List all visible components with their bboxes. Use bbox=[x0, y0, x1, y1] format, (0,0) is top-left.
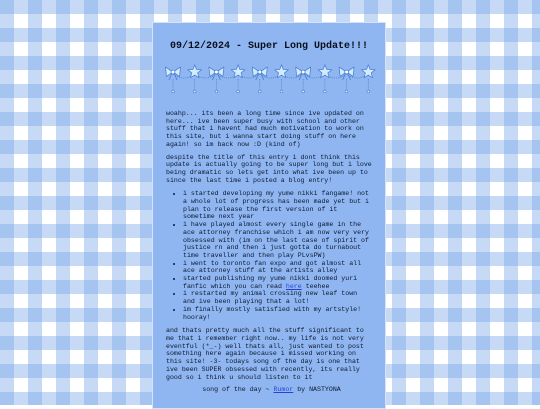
bow-icon bbox=[296, 67, 311, 80]
ribbon-bead bbox=[324, 90, 327, 93]
text-line: obsessed with (im on the last case of spirit of bbox=[183, 236, 369, 244]
bow-icon bbox=[339, 67, 354, 80]
text-line: hooray! bbox=[183, 313, 211, 321]
text-line: here... ive been super busy with school and other bbox=[166, 117, 360, 125]
text-line: and thats pretty much all the stuff significant to bbox=[166, 327, 364, 335]
star-icon bbox=[275, 65, 289, 78]
ribbon-bead bbox=[215, 90, 218, 93]
bow-icon bbox=[252, 67, 267, 80]
ribbon-divider bbox=[163, 60, 378, 94]
intro-paragraph bbox=[166, 110, 377, 149]
body-paragraph bbox=[166, 154, 377, 185]
text-line: woahp... its been a long time since ive updated on bbox=[166, 110, 364, 117]
update-list bbox=[166, 190, 377, 321]
text-line: and ive been playing that a lot! bbox=[183, 298, 310, 306]
text-line: good so i think u should listen to it bbox=[166, 373, 313, 381]
post-panel bbox=[152, 22, 386, 409]
post-title: 09/12/2024 - Super Long Update!!! bbox=[169, 41, 369, 52]
text-line: • i have played almost every single game in the bbox=[183, 221, 362, 229]
outro-paragraph bbox=[166, 327, 377, 381]
song-artist: by NASTYONA bbox=[293, 386, 341, 394]
text-line: • started publishing my yume nikki doomed yuri bbox=[183, 275, 358, 283]
ribbon-bead bbox=[367, 90, 370, 93]
text-line: update is actually going to be super long but i love bbox=[166, 161, 372, 169]
text-line: since the last time i posted a blog entry! bbox=[166, 176, 333, 184]
text-line: • i restarted my animal crossing new leaf town bbox=[183, 290, 358, 298]
text-segment: fanfic which you can read bbox=[183, 282, 286, 290]
bow-icon bbox=[166, 67, 181, 80]
update-item bbox=[183, 190, 377, 221]
update-item bbox=[183, 221, 377, 260]
text-line: again! so im back now :D (kind of) bbox=[166, 140, 301, 148]
ribbon-bead bbox=[237, 90, 240, 93]
post-content bbox=[153, 110, 385, 394]
song-prefix: song of the day ~ bbox=[202, 386, 274, 394]
text-line bbox=[183, 283, 377, 291]
text-line: plan to release the first version of it bbox=[183, 205, 338, 213]
ribbon-bead bbox=[280, 90, 283, 93]
update-item bbox=[183, 290, 377, 305]
text-line: • i went to toronto fan expo and got almost all bbox=[183, 259, 362, 267]
update-item bbox=[183, 306, 377, 321]
text-line: ive been SUPER obsessed with recently, its really bbox=[166, 365, 360, 373]
star-icon bbox=[188, 65, 202, 78]
star-icon bbox=[231, 65, 245, 78]
text-line: ace attorney stuff at the artists alley bbox=[183, 267, 338, 275]
text-line: • i started developing my yume nikki fangame! not bbox=[183, 190, 369, 198]
update-item bbox=[183, 275, 377, 290]
text-line: this site! -3- todays song of the day is one that bbox=[166, 358, 360, 366]
text-line: eventful (*_-) well thats all, just wanted to post bbox=[166, 342, 364, 350]
ribbon-bead bbox=[193, 90, 196, 93]
update-item bbox=[183, 260, 377, 275]
text-line: this site, but i wanna start doing stuff on here bbox=[166, 133, 356, 141]
text-segment: teehee bbox=[301, 282, 330, 290]
ribbon-bead bbox=[345, 90, 348, 93]
text-line: being dramatic so lets get into what ive been up to bbox=[166, 168, 368, 176]
text-line: sometime next year bbox=[183, 213, 255, 221]
text-line: me that i remember right now.. my life is not very bbox=[166, 334, 364, 342]
bow-icon bbox=[209, 67, 224, 80]
fanfic-link[interactable]: here bbox=[285, 282, 302, 290]
text-line: a whole lot of progress has been made yet but i bbox=[183, 198, 369, 206]
ribbon-bead bbox=[302, 90, 305, 93]
text-line: despite the title of this entry i dont think this bbox=[166, 153, 360, 161]
star-icon bbox=[318, 65, 332, 78]
text-line: justice rn and then i just gotta do turnabout bbox=[183, 244, 362, 252]
song-title-link[interactable]: Rumor bbox=[273, 386, 294, 394]
ribbon-bead bbox=[172, 90, 175, 93]
ribbon-garland bbox=[173, 74, 368, 78]
song-of-the-day bbox=[166, 386, 377, 394]
star-icon bbox=[361, 65, 375, 78]
text-line: something here again because i missed working on bbox=[166, 350, 356, 358]
text-line: • im finally mostly satisfied with my artstyle! bbox=[183, 305, 362, 313]
text-line: time traveller and then play PLvsPW) bbox=[183, 251, 326, 259]
text-line: ace attorney franchise which i am now very very bbox=[183, 228, 369, 236]
ribbon-bead bbox=[259, 90, 262, 93]
text-line: stuff that i havent had much motivation to work on bbox=[166, 125, 364, 133]
